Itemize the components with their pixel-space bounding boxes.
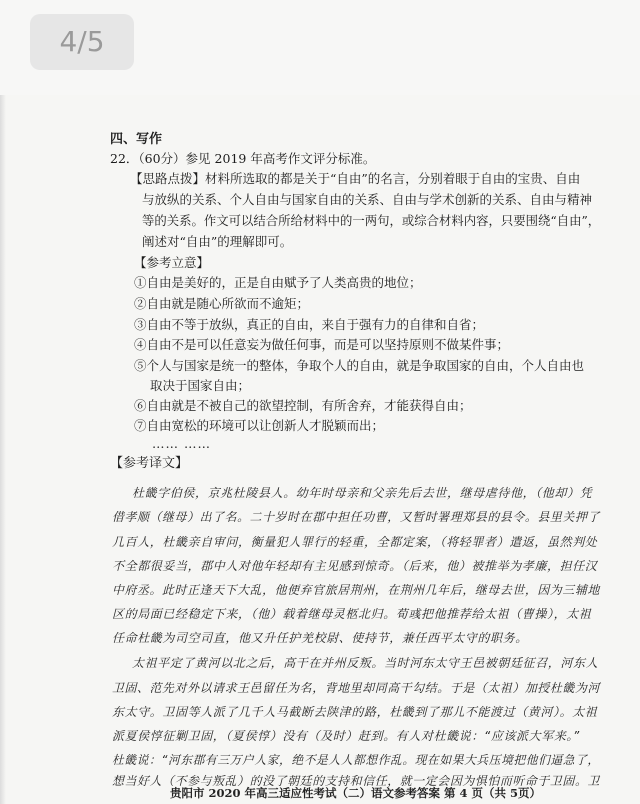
translation-line: 区的局面已经稳定下来，（他）载着继母灵柩北归。荀彧把他推荐给太祖（曹操），太祖 — [112, 607, 592, 621]
translation-line: 杜畿字伯侯，京兆杜陵县人。幼年时母亲和父亲先后去世，继母虐待他，（他却）凭 — [132, 486, 593, 500]
translation-title: 【参考译文】 — [110, 456, 189, 471]
idea-item: ③自由不等于放纵，真正的自由，来自于强有力的自律和自省； — [134, 317, 485, 332]
hint-line: 与放纵的关系、个人自由与国家自由的关系、自由与学术创新的关系、自由与精神 — [142, 192, 593, 207]
question-line: 22．（60分）参见 2019 年高考作文评分标准。 — [110, 151, 376, 166]
idea-item: ④自由不是可以任意妄为做任何事，而是可以坚持原则不做某件事； — [134, 337, 510, 352]
idea-item: ⑥自由就是不被自己的欲望控制，有所舍弃，才能获得自由； — [134, 398, 472, 413]
ellipsis: …… …… — [152, 436, 211, 451]
section-title: 四、写作 — [110, 132, 163, 147]
translation-line: 东太守。卫固等人派了几千人马截断去陕津的路，杜畿到了那儿不能渡过（黄河）。太祖 — [112, 705, 598, 719]
page-indicator-badge: 4/5 — [30, 14, 134, 70]
page-footer: 贵阳市 2020 年高三适应性考试（二）语文参考答案 第 4 页（共 5页） — [170, 786, 542, 800]
viewer-toolbar — [0, 0, 640, 95]
translation-line: 卫固、范先对外以请求王邑留任为名，背地里却同高干勾结。于是（太祖）加授杜畿为河 — [112, 681, 600, 695]
idea-item: ①自由是美好的，正是自由赋予了人类高贵的地位； — [134, 275, 422, 290]
hint-line: 等的关系。作文可以结合所给材料中的一两句，或综合材料内容，只要围绕“自由”， — [142, 213, 601, 228]
translation-line: 太祖平定了黄河以北之后，高干在并州反叛。当时河东太守王邑被朝廷征召，河东人 — [132, 656, 599, 670]
idea-item: ⑤个人与国家是统一的整体，争取个人的自由，就是争取国家的自由，个人自由也 — [134, 358, 585, 373]
idea-item: 取决于国家自由； — [150, 378, 251, 393]
ideas-title: 【参考立意】 — [134, 255, 210, 270]
scan-edge-shadow — [0, 95, 6, 804]
idea-item: ⑦自由宽松的环境可以让创新人才脱颖而出； — [134, 418, 385, 433]
translation-line: 想当好人（不参与叛乱）的没了朝廷的支持和信任，就一定会因为惧怕而听命于卫固。卫 — [112, 774, 600, 788]
hint-line: 【思路点拨】材料所选取的都是关于“自由”的名言，分别着眼于自由的宝贵、自由 — [130, 171, 581, 186]
translation-line: 几百人，杜畿亲自审问，衡量犯人罪行的轻重，全都定案，（将轻罪者）遣返，虽然判处 — [112, 535, 598, 549]
translation-line: 派夏侯惇征剿卫固，（夏侯惇）没有（及时）赶到。有人对杜畿说：“应该派大军来。” — [112, 729, 580, 743]
translation-line: 中府丞。此时正逢天下大乱，他便弃官旅居荆州，在荆州几年后，继母去世，因为三辅地 — [112, 583, 600, 597]
translation-line: 不全都很妥当，郡中人对他年轻却有主见感到惊奇。（后来，他）被推举为孝廉，担任汉 — [112, 559, 598, 573]
idea-item: ②自由就是随心所欲而不逾矩； — [134, 296, 310, 311]
hint-line: 阐述对“自由”的理解即可。 — [142, 234, 293, 249]
translation-line: 借孝顺（继母）出了名。二十岁时在郡中担任功曹，又暂时署理郑县的县令。县里关押了 — [112, 510, 600, 524]
translation-line: 任命杜畿为司空司直，他又升任护羌校尉、使持节，兼任西平太守的职务。 — [112, 631, 528, 645]
translation-line: 杜畿说：“河东郡有三万户人家，绝不是人人都想作乱。现在如果大兵压境把他们逼急了， — [112, 753, 600, 767]
